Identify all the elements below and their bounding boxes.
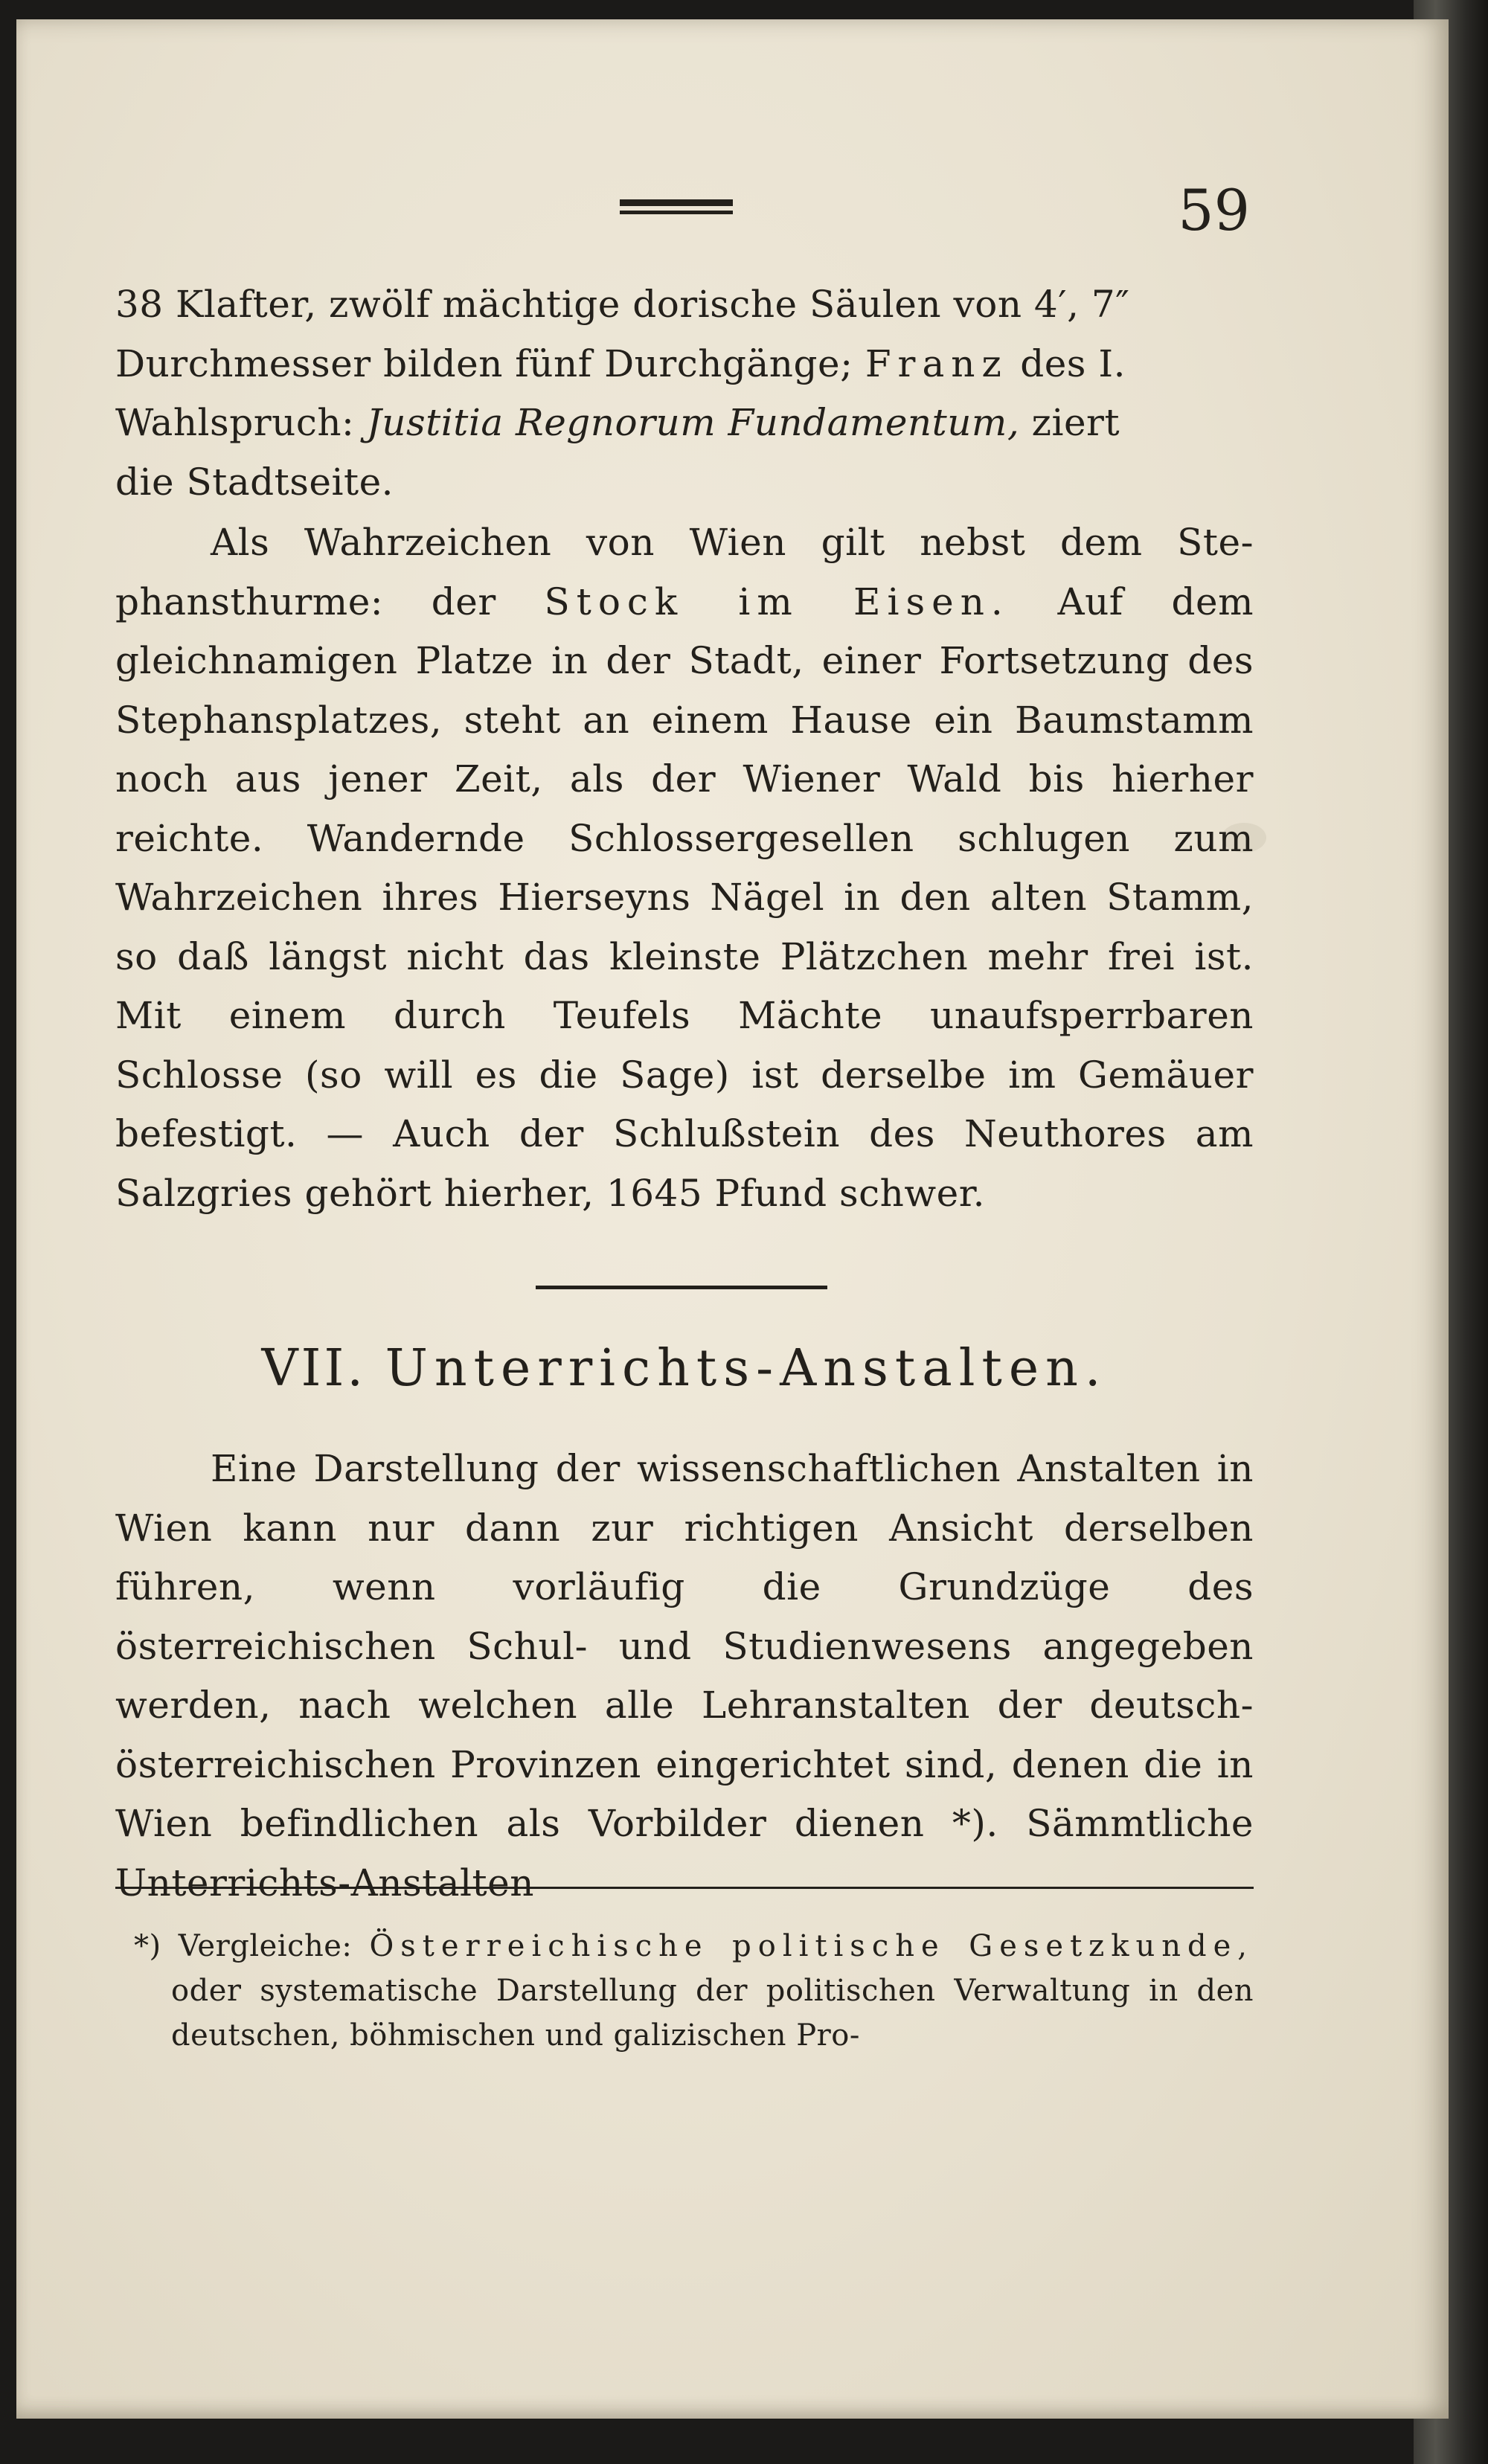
section-divider bbox=[536, 1286, 827, 1289]
emphasis-stock-im-eisen: Stock im Eisen. bbox=[544, 580, 1010, 623]
emphasis-name: Franz bbox=[865, 341, 1008, 385]
paragraph-unterricht bbox=[115, 1440, 1254, 1913]
paragraph-wahrzeichen bbox=[115, 513, 1254, 1223]
paragraph-continuation bbox=[115, 275, 1254, 512]
paragraph3-text: Eine Darstellung der wissenschaftlichen Anstalten in Wien kann nur dann zur richtigen Ansicht derselben führen, wenn vorläufig die Grundzüge des österreichischen Schul- und Studienwesens angegeben werden, nach welchen alle Lehranstalten der deutsch-österreichischen Provinzen eingerichtet sind, denen die in Wien befindlichen als Vorbilder dienen *). Sämmtliche Unterrichts-Anstalten bbox=[115, 1447, 1254, 1905]
section-title: Unterrichts-Anstalten. bbox=[385, 1339, 1108, 1398]
paragraph1-line2a: Durchmesser bilden fünf Durchgänge; bbox=[115, 341, 865, 385]
paragraph2-text-b: Auf dem gleichnamigen Platze in der Stadt, einer Fortsetzung des Stephansplatzes, steht an einem Hause ein Baumstamm noch aus jener Zeit, als der Wiener Wald bis hierher reichte. Wandernde Schlossergesellen schlugen zum Wahrzeichen ihres Hierseyns Nägel in den alten Stamm, so daß längst nicht das kleinste Plätzchen mehr frei ist. Mit einem durch Teufels Mächte unaufsperrbaren Schlosse (so will es die Sage) ist derselbe im Gemäuer befestigt. — Auch der Schlußstein des Neuthores am Salzgries gehört hierher, 1645 Pfund schwer. bbox=[115, 580, 1254, 1215]
footnote-text-b: oder systematische Darstellung der politischen Verwaltung in den deutschen, böhmischen und galizischen Pro- bbox=[171, 1974, 1254, 2053]
paragraph1-line2b: des I. bbox=[1007, 341, 1126, 385]
header-rule bbox=[620, 199, 733, 214]
footnote-emphasis: Österreichische politische Gesetzkunde, bbox=[369, 1929, 1254, 1963]
page-number: 59 bbox=[1178, 177, 1250, 243]
paragraph1-line3a: Wahlspruch: bbox=[115, 401, 367, 444]
paragraph1-line1: 38 Klafter, zwölf mächtige dorische Säulen von 4′, 7″ bbox=[115, 283, 1130, 326]
footnote-marker: *) bbox=[134, 1929, 161, 1963]
paragraph1-line4: die Stadtseite. bbox=[115, 460, 394, 504]
paragraph2-text-a: Als Wahrzeichen von Wien gilt nebst dem Ste-phansthurme: der bbox=[115, 521, 1254, 623]
paragraph1-line3b: ziert bbox=[1019, 401, 1120, 444]
footnote bbox=[134, 1924, 1254, 2058]
section-numeral: VII. bbox=[261, 1339, 366, 1398]
footnote-text-a: Vergleiche: bbox=[161, 1929, 370, 1963]
footnote-rule bbox=[115, 1887, 1254, 1889]
section-heading bbox=[115, 1335, 1254, 1402]
latin-motto: Justitia Regnorum Fundamentum, bbox=[366, 401, 1020, 444]
